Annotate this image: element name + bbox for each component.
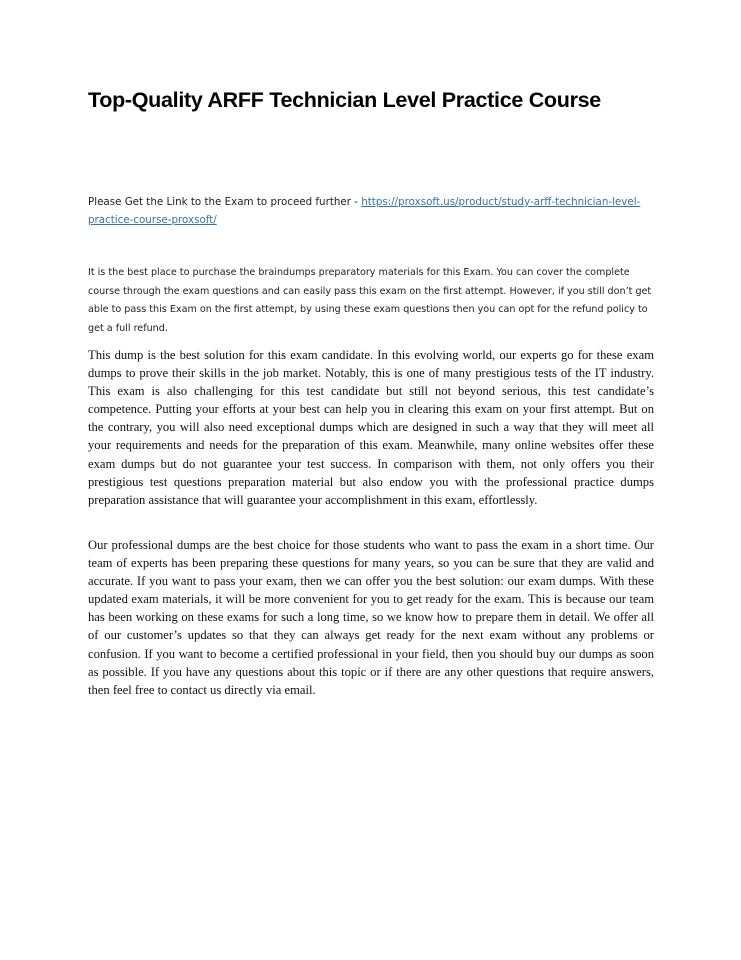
- body-paragraph: Our professional dumps are the best choice for those students who want to pass the exam in a short time. Our team of experts has been preparing these questions for many years, so you can be sure that they are valid and accurate. If you want to pass your exam, then we can offer you the best solution: our exam dumps. With these updated exam materials, it will be more convenient for you to get ready for the exam. This is because our team has been working on these exams for such a long time, so we know how to prepare them in detail. We offer all of our customer’s updates so that they can always get ready for the next exam without any problems or confusion. If you want to become a certified professional in your field, then you should buy our dumps as soon as possible. If you have any questions about this topic or if there are any other questions that require answers, then feel free to contact us directly via email.: [88, 538, 654, 697]
- exam-link[interactable]: https://proxsoft.us/product/study-arff-technician-level-practice-course-proxsoft/: [88, 196, 641, 226]
- exam-link-paragraph: [88, 193, 658, 229]
- body-paragraph: This dump is the best solution for this exam candidate. In this evolving world, our experts go for these exam dumps to prove their skills in the job market. Notably, this is one of many prestigious tests of the IT industry. This exam is also challenging for this test candidate but still not beyond serious, this test candidate’s competence. Putting your efforts at your best can help you in clearing this exam on your first attempt. But on the contrary, you will also need exceptional dumps which are designed in such a way that they will meet all your requirements and needs for the preparation of this exam. Meanwhile, many online websites offer these exam dumps but do not guarantee your test success. In comparison with them, not only offers you their prestigious test questions preparation material but also endow you with the professional practice dumps preparation assistance that will guarantee your accomplishment in this exam, effortlessly.: [88, 348, 654, 507]
- page-title: Top-Quality ARFF Technician Level Practice Course: [88, 88, 601, 112]
- exam-link-prefix: Please Get the Link to the Exam to proceed further -: [88, 196, 362, 208]
- intro-paragraph: It is the best place to purchase the braindumps preparatory materials for this Exam. You can cover the complete course through the exam questions and can easily pass this exam on the first attempt. However, if you still don’t get able to pass this Exam on the first attempt, by using these exam questions then you can opt for the refund policy to get a full refund.: [88, 267, 652, 334]
